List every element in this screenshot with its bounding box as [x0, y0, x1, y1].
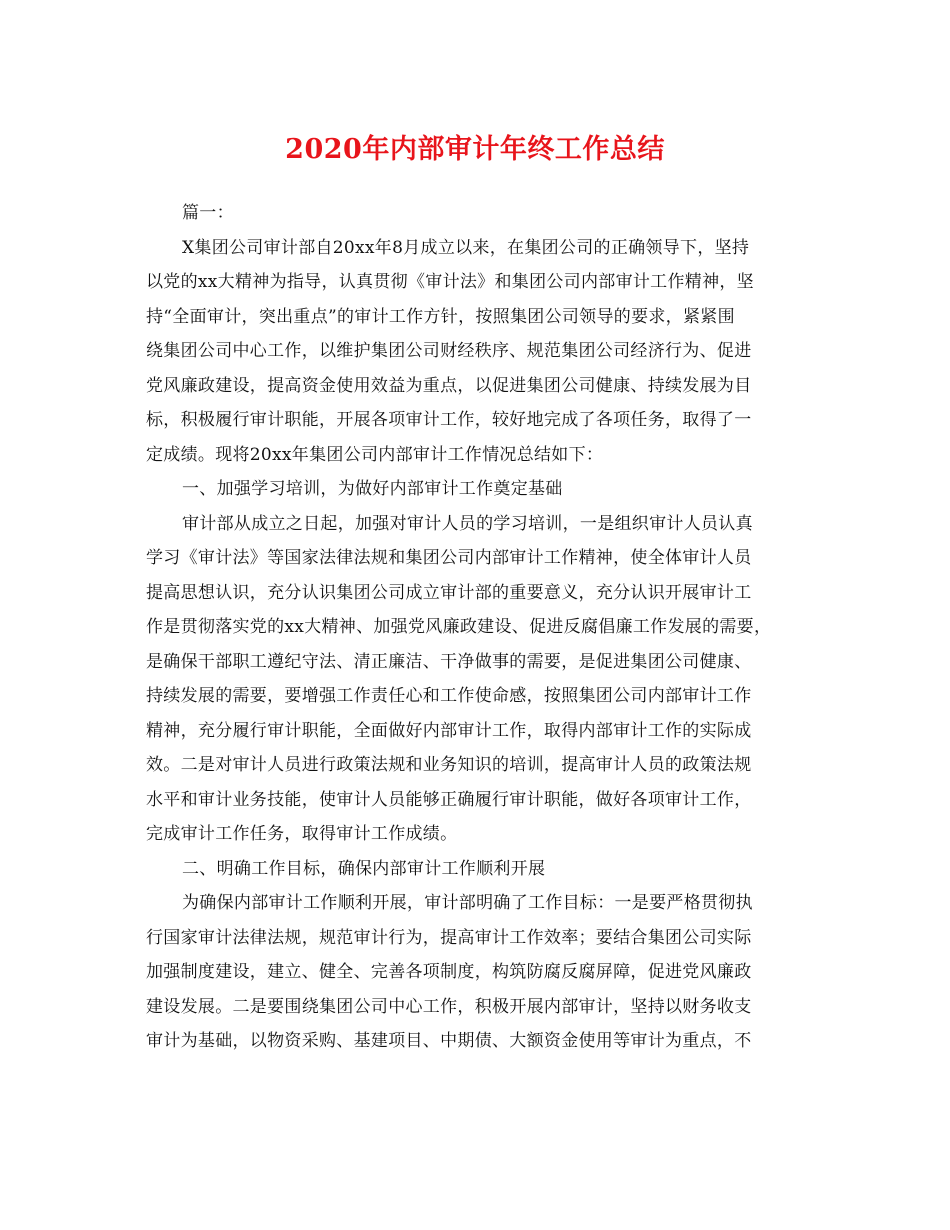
- text-line: 持“全面审计，突出重点”的审计工作方针，按照集团公司领导的要求，紧紧围: [146, 306, 735, 327]
- text-line: 绕集团公司中心工作，以维护集团公司财经秩序、规范集团公司经济行为、促进: [146, 341, 752, 361]
- text-line: 是确保干部职工遵纪守法、清正廉洁、干净做事的需要，是促进集团公司健康、: [146, 651, 752, 672]
- text-line: 以党的xx大精神为指导，认真贯彻《审计法》和集团公司内部审计工作精神，坚: [146, 272, 754, 292]
- text-line: 为确保内部审计工作顺利开展，审计部明确了工作目标：一是要严格贯彻执: [182, 893, 753, 913]
- text-line: 二、明确工作目标，确保内部审计工作顺利开展: [182, 858, 546, 879]
- text-line: 效。二是对审计人员进行政策法规和业务知识的培训，提高审计人员的政策法规: [146, 755, 752, 775]
- text-line: 标，积极履行审计职能，开展各项审计工作，较好地完成了各项任务，取得了一: [146, 410, 752, 430]
- text-line: 行国家审计法律法规，规范审计行为，提高审计工作效率；要结合集团公司实际: [146, 927, 752, 948]
- text-line: 水平和审计业务技能，使审计人员能够正确履行审计职能，做好各项审计工作，: [146, 789, 752, 810]
- text-line: 建设发展。二是要围绕集团公司中心工作，积极开展内部审计，坚持以财务收支: [146, 996, 752, 1017]
- text-line: X集团公司审计部自20xx年8月成立以来，在集团公司的正确领导下，坚持: [182, 237, 750, 258]
- document-title: 2020年内部审计年终工作总结: [285, 134, 665, 165]
- text-line: 定成绩。现将20xx年集团公司内部审计工作情况总结如下：: [146, 444, 604, 465]
- text-line: 审计部从成立之日起，加强对审计人员的学习培训，一是组织审计人员认真: [182, 513, 753, 534]
- text-line: 提高思想认识，充分认识集团公司成立审计部的重要意义，充分认识开展审计工: [146, 582, 752, 603]
- text-line: 学习《审计法》等国家法律法规和集团公司内部审计工作精神，使全体审计人员: [146, 548, 752, 568]
- text-line: 加强制度建设，建立、健全、完善各项制度，构筑防腐反腐屏障，促进党风廉政: [146, 962, 752, 982]
- text-line: 篇一：: [182, 203, 234, 223]
- text-line: 作是贯彻落实党的xx大精神、加强党风廉政建设、促进反腐倡廉工作发展的需要，: [146, 617, 772, 637]
- text-line: 党风廉政建设，提高资金使用效益为重点，以促进集团公司健康、持续发展为目: [146, 375, 752, 396]
- text-line: 精神，充分履行审计职能，全面做好内部审计工作，取得内部审计工作的实际成: [146, 720, 752, 741]
- text-line: 持续发展的需要，要增强工作责任心和工作使命感，按照集团公司内部审计工作: [146, 686, 752, 706]
- text-line: 完成审计工作任务，取得审计工作成绩。: [146, 824, 458, 844]
- text-line: 一、加强学习培训，为做好内部审计工作奠定基础: [182, 479, 563, 499]
- text-line: 审计为基础，以物资采购、基建项目、中期债、大额资金使用等审计为重点，不: [146, 1031, 752, 1051]
- document-body: [146, 196, 801, 1059]
